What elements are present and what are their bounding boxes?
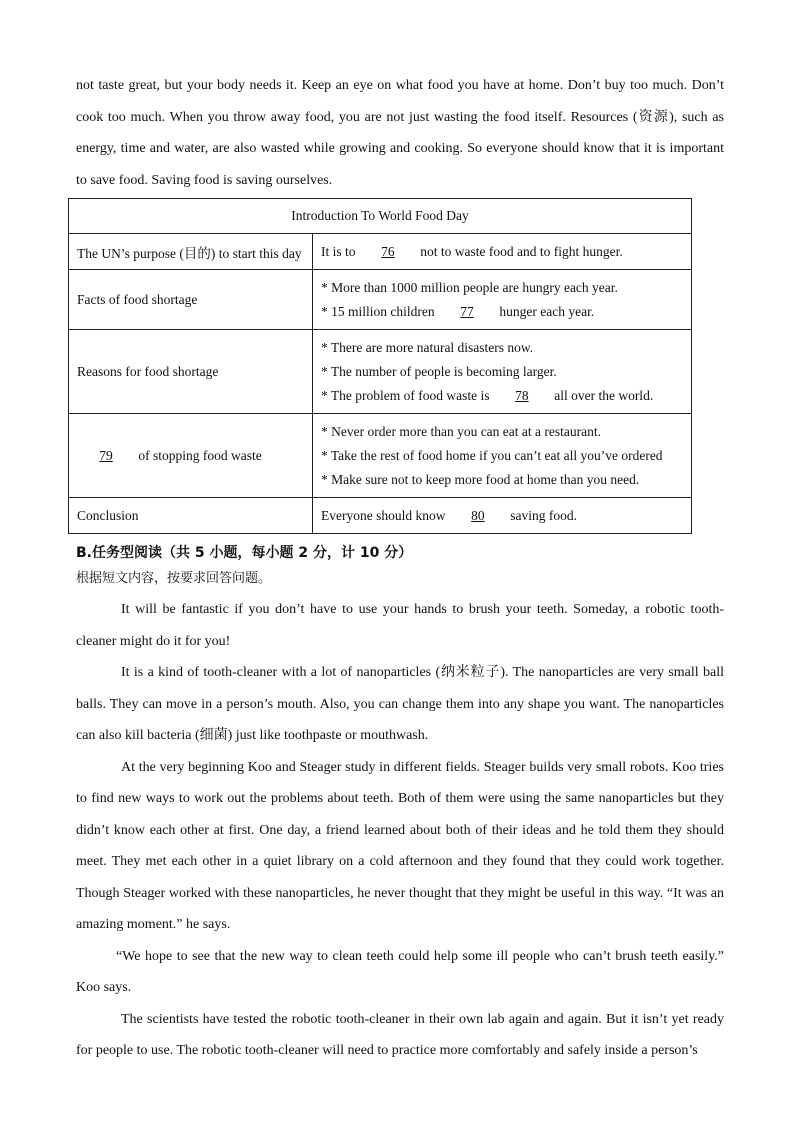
purpose-post: not to waste food and to fight hunger.	[420, 243, 623, 259]
passage-a-ending: not taste great, but your body needs it. Keep an eye on what food you have at home. Don’t buy too much. Don’t cook too much. When you throw away food, you are not just wasting the food itself. Resources (资源), such as energy, time and water, are also wasted while growing and cooking. So everyone should know that it is important to save food. Saving food is saving ourselves.	[76, 78, 724, 188]
purpose-label: The UN’s purpose (目的) to start this day	[69, 234, 313, 270]
reasons-line-2: * The number of people is becoming larger.	[321, 363, 557, 379]
reasons-cell	[313, 330, 692, 414]
purpose-cell	[313, 234, 692, 270]
food-day-table	[68, 198, 692, 534]
conclusion-pre: Everyone should know	[321, 507, 446, 523]
passage-b-paragraph-3: At the very beginning Koo and Steager study in different fields. Steager builds very small robots. Koo tries to find new ways to work out the problems about teeth. Both of them were using the same nanoparticles but they didn’t know each other at first. One day, a friend learned about both of their ideas and he told them they should meet. They met each other in a quiet library on a cold afternoon and they found that they could work together. Though Steager worked with these nanoparticles, he never thought that they might be useful in this way. “It was an amazing moment.” he says.	[76, 759, 724, 932]
passage-b-paragraph-4: “We hope to see that the new way to clean teeth could help some ill people who can’t brush teeth easily.” Koo says.	[76, 948, 724, 995]
ways-line-2: * Take the rest of food home if you can’t eat all you’ve ordered	[321, 447, 663, 463]
facts-line-2-post: hunger each year.	[499, 303, 595, 319]
reasons-line-3-post: all over the world.	[554, 387, 654, 403]
blank-79: 79	[99, 447, 113, 463]
ways-line-3: * Make sure not to keep more food at home than you need.	[321, 471, 640, 487]
reasons-label: Reasons for food shortage	[69, 330, 313, 414]
facts-line-2	[321, 300, 683, 324]
blank-76: 76	[381, 243, 395, 259]
blank-77: 77	[460, 303, 474, 319]
reasons-line-3	[321, 384, 683, 408]
ways-label-post: of stopping food waste	[138, 447, 262, 463]
reasons-line-1: * There are more natural disasters now.	[321, 339, 534, 355]
section-b-title: B.任务型阅读（共 5 小题，每小题 2 分，计 10 分）	[76, 545, 413, 561]
ways-line-1: * Never order more than you can eat at a restaurant.	[321, 423, 601, 439]
conclusion-label: Conclusion	[69, 498, 313, 534]
passage-b-paragraph-2: It is a kind of tooth-cleaner with a lot of nanoparticles (纳米粒子). The nanoparticles are very small ball balls. They can move in a person’s mouth. Also, you can change them into any shape you want. The nanoparticles can also kill bacteria (细菌) just like toothpaste or mouthwash.	[76, 665, 724, 743]
facts-line-1: * More than 1000 million people are hungry each year.	[321, 279, 618, 295]
purpose-pre: It is to	[321, 243, 356, 259]
section-b-instruction: 根据短文内容，按要求回答问题。	[76, 571, 272, 586]
document-page	[76, 70, 724, 1067]
facts-label: Facts of food shortage	[69, 270, 313, 330]
facts-cell	[313, 270, 692, 330]
conclusion-post: saving food.	[510, 507, 577, 523]
conclusion-cell	[313, 498, 692, 534]
reasons-line-3-pre: * The problem of food waste is	[321, 387, 490, 403]
facts-line-2-pre: * 15 million children	[321, 303, 435, 319]
ways-label	[69, 414, 313, 498]
table-title: Introduction To World Food Day	[69, 199, 692, 234]
blank-80: 80	[471, 507, 485, 523]
blank-78: 78	[515, 387, 529, 403]
passage-b-paragraph-1: It will be fantastic if you don’t have to use your hands to brush your teeth. Someday, a robotic tooth-cleaner might do it for you!	[76, 602, 724, 649]
passage-b-paragraph-5: The scientists have tested the robotic tooth-cleaner in their own lab again and again. But it isn’t yet ready for people to use. The robotic tooth-cleaner will need to practice more comfortably and safely inside a person’s	[76, 1011, 724, 1058]
ways-cell	[313, 414, 692, 498]
